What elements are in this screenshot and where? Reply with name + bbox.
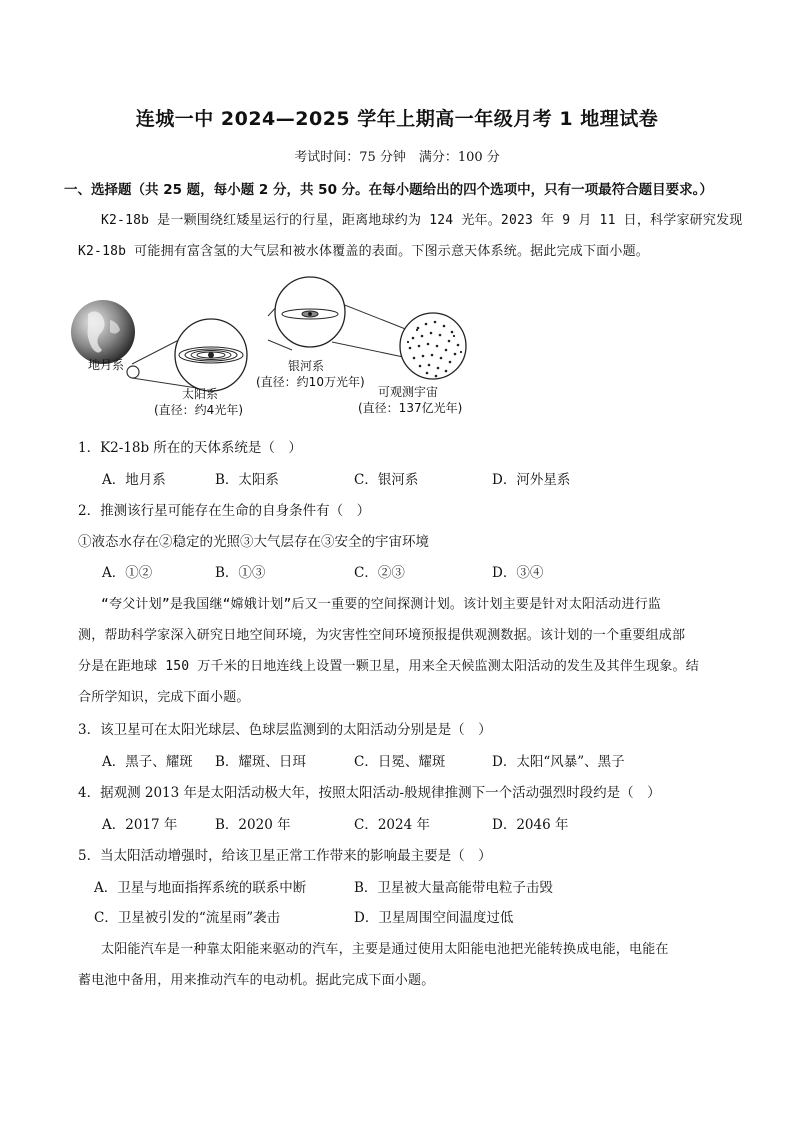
q4-option-d[interactable]: D．2046 年 — [492, 817, 569, 833]
passage2-line4: 合所学知识，完成下面小题。 — [78, 690, 250, 705]
label-solar-system: 太阳系 — [182, 387, 219, 401]
q5-option-b[interactable]: B．卫星被大量高能带电粒子击毁 — [354, 880, 553, 896]
passage2-line1: “夸父计划”是我国继“嫦娥计划”后又一重要的空间探测计划。该计划主要是针对太阳活动进行监 — [101, 597, 662, 612]
question-2: 2．推测该行星可能存在生命的自身条件有（ ） — [78, 503, 371, 519]
q1-option-d[interactable]: D．河外星系 — [492, 472, 571, 488]
q4-option-a[interactable]: A．2017 年 — [102, 817, 178, 833]
question-1: 1．K2-18b 所在的天体系统是（ ） — [78, 440, 302, 456]
passage1-line2: K2-18b 可能拥有富含氢的大气层和被水体覆盖的表面。下图示意天体系统。据此完成下面小题。 — [78, 244, 649, 259]
section-heading: 一、选择题（共 25 题，每小题 2 分，共 50 分。在每小题给出的四个选项中，只有一项最符合题目要求。） — [64, 182, 713, 198]
q3-option-b[interactable]: B．耀斑、日珥 — [215, 754, 306, 770]
q3-option-a[interactable]: A．黑子、耀斑 — [102, 754, 193, 770]
q3-option-d[interactable]: D．太阳“风暴”、黑子 — [492, 754, 625, 770]
passage1-line1: K2-18b 是一颗围绕红矮星运行的行星，距离地球约为 124 光年。2023 年 9 月 11 日，科学家研究发现 — [101, 213, 743, 228]
q2-option-b[interactable]: B．①③ — [215, 565, 266, 581]
q4-option-c[interactable]: C．2024 年 — [354, 817, 430, 833]
q1-option-c[interactable]: C．银河系 — [354, 472, 419, 488]
q5-option-d[interactable]: D．卫星周围空间温度过低 — [354, 910, 514, 926]
label-universe-diameter: (直径：137亿光年) — [358, 401, 463, 415]
q5-option-c[interactable]: C．卫星被引发的“流星雨”袭击 — [94, 910, 281, 926]
passage2-line3: 分是在距地球 150 万千米的日地连线上设置一颗卫星，用来全天候监测太阳活动的发生及其伴生现象。结 — [78, 659, 699, 674]
universe-icon — [400, 313, 466, 379]
solar-system-icon — [175, 319, 247, 391]
q1-option-a[interactable]: A．地月系 — [102, 472, 166, 488]
q2-option-d[interactable]: D．③④ — [492, 565, 544, 581]
q1-option-b[interactable]: B．太阳系 — [215, 472, 279, 488]
moon-icon — [127, 366, 139, 378]
passage3-line1: 太阳能汽车是一种靠太阳能来驱动的汽车，主要是通过使用太阳能电池把光能转换成电能，电能在 — [101, 942, 669, 957]
label-galaxy: 银河系 — [288, 359, 325, 373]
label-galaxy-diameter: (直径：约10万光年) — [256, 375, 365, 389]
q2-items: ①液态水存在②稳定的光照③大气层存在③安全的宇宙环境 — [78, 534, 429, 550]
q2-option-a[interactable]: A．①② — [102, 565, 153, 581]
question-3: 3．该卫星可在太阳光球层、色球层监测到的太阳活动分别是是（ ） — [78, 722, 492, 738]
earth-icon — [71, 300, 135, 364]
label-solar-diameter: (直径：约4光年) — [154, 403, 243, 417]
q2-option-c[interactable]: C．②③ — [354, 565, 405, 581]
q4-option-b[interactable]: B．2020 年 — [215, 817, 291, 833]
galaxy-icon — [275, 277, 345, 347]
label-earth-moon: 地月系 — [88, 358, 125, 372]
exam-info: 考试时间：75 分钟 满分：100 分 — [294, 150, 500, 165]
q3-option-c[interactable]: C．日冕、耀斑 — [354, 754, 446, 770]
page-title: 连城一中 2024—2025 学年上期高一年级月考 1 地理试卷 — [135, 108, 659, 130]
question-5: 5．当太阳活动增强时，给该卫星正常工作带来的影响最主要是（ ） — [78, 848, 492, 864]
question-4: 4．据观测 2013 年是太阳活动极大年，按照太阳活动-般规律推测下一个活动强烈时段约是（ ） — [78, 785, 661, 801]
label-universe: 可观测宇宙 — [378, 385, 439, 399]
passage2-line2: 测，帮助科学家深入研究日地空间环境，为灾害性空间环境预报提供观测数据。该计划的一个重要组成部 — [78, 628, 686, 643]
passage3-line2: 蓄电池中备用，用来推动汽车的电动机。据此完成下面小题。 — [78, 973, 435, 988]
q5-option-a[interactable]: A．卫星与地面指挥系统的联系中断 — [94, 880, 307, 896]
